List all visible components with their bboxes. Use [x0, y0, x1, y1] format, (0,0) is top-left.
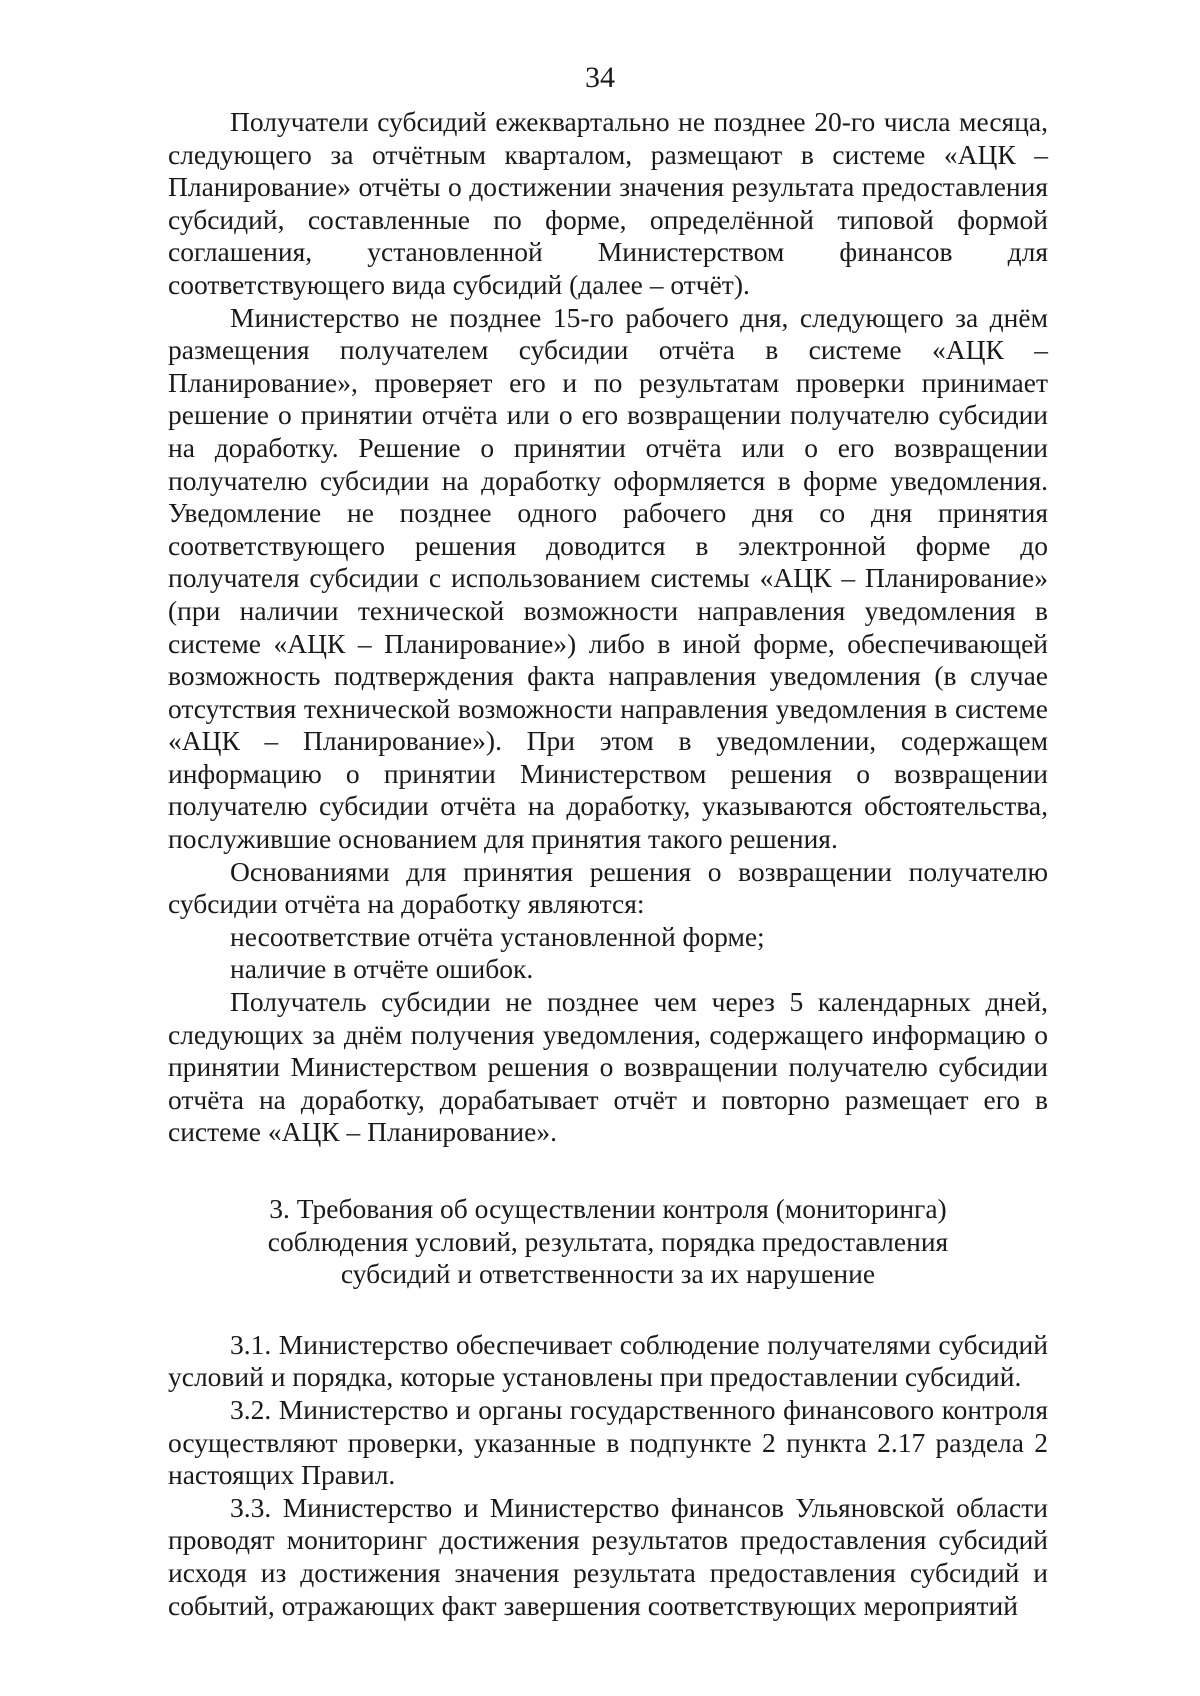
section-heading [168, 1193, 1048, 1291]
section-heading-line: соблюдения условий, результата, порядка предоставления [267, 1225, 949, 1257]
clause-3-2: 3.2. Министерство и органы государственного финансового контроля осуществляют проверки, указанные в подпункте 2 пункта 2.17 раздела 2 настоящих Правил. [168, 1393, 1048, 1491]
list-item-errors: наличие в отчёте ошибок. [230, 953, 534, 985]
paragraph-report-review: Министерство не позднее 15-го рабочего дня, следующего за днём размещения получателем субсидии отчёта в системе «АЦК – Планирование», проверяет его и по результатам проверки принимает решение о принятии отчёта или о его возвращении получателю субсидии на доработку. Решение о принятии отчёта или о его возвращении получателю субсидии на доработку оформляется в форме уведомления. Уведомление не позднее одного рабочего дня со дня принятия соответствующего решения доводится в электронной форме до получателя субсидии с использованием системы «АЦК – Планирование» (при наличии технической возможности направления уведомления в системе «АЦК – Планирование») либо в иной форме, обеспечивающей возможность подтверждения факта направления уведомления (в случае отсутствия технической возможности направления уведомления в системе «АЦК – Планирование»). При этом в уведомлении, содержащем информацию о принятии Министерством решения о возвращении получателю субсидии отчёта на доработку, указываются обстоятельства, послужившие основанием для принятия такого решения. [168, 301, 1048, 855]
clause-3-3: 3.3. Министерство и Министерство финансов Ульяновской области проводят мониторинг достижения результатов предоставления субсидий исходя из достижения значения результата предоставления субсидий и событий, отражающих факт завершения соответствующих мероприятий [168, 1491, 1048, 1621]
list-item-form-mismatch: несоответствие отчёта установленной форме; [230, 920, 765, 952]
document-body [168, 106, 1048, 1622]
section-heading-line: 3. Требования об осуществлении контроля (мониторинга) [269, 1193, 947, 1224]
paragraph-return-grounds: Основаниями для принятия решения о возвращении получателю субсидии отчёта на доработку являются: [168, 855, 1048, 920]
clause-3-1: 3.1. Министерство обеспечивает соблюдение получателями субсидий условий и порядка, которые установлены при предоставлении субсидий. [168, 1328, 1048, 1393]
paragraph-report-submission: Получатели субсидий ежеквартально не позднее 20-го числа месяца, следующего за отчётным кварталом, размещают в системе «АЦК – Планирование» отчёты о достижении значения результата предоставления субсидий, составленные по форме, определённой типовой формой соглашения, установленной Министерством финансов для соответствующего вида субсидий (далее – отчёт). [168, 106, 1048, 300]
section-heading-line: субсидий и ответственности за их нарушение [340, 1258, 876, 1290]
paragraph-rework-deadline: Получатель субсидии не позднее чем через 5 календарных дней, следующих за днём получения уведомления, содержащего информацию о принятии Министерством решения о возвращении получателю субсидии отчёта на доработку, дорабатывает отчёт и повторно размещает его в системе «АЦК – Планирование». [168, 986, 1048, 1148]
page-number: 34 [585, 61, 615, 94]
